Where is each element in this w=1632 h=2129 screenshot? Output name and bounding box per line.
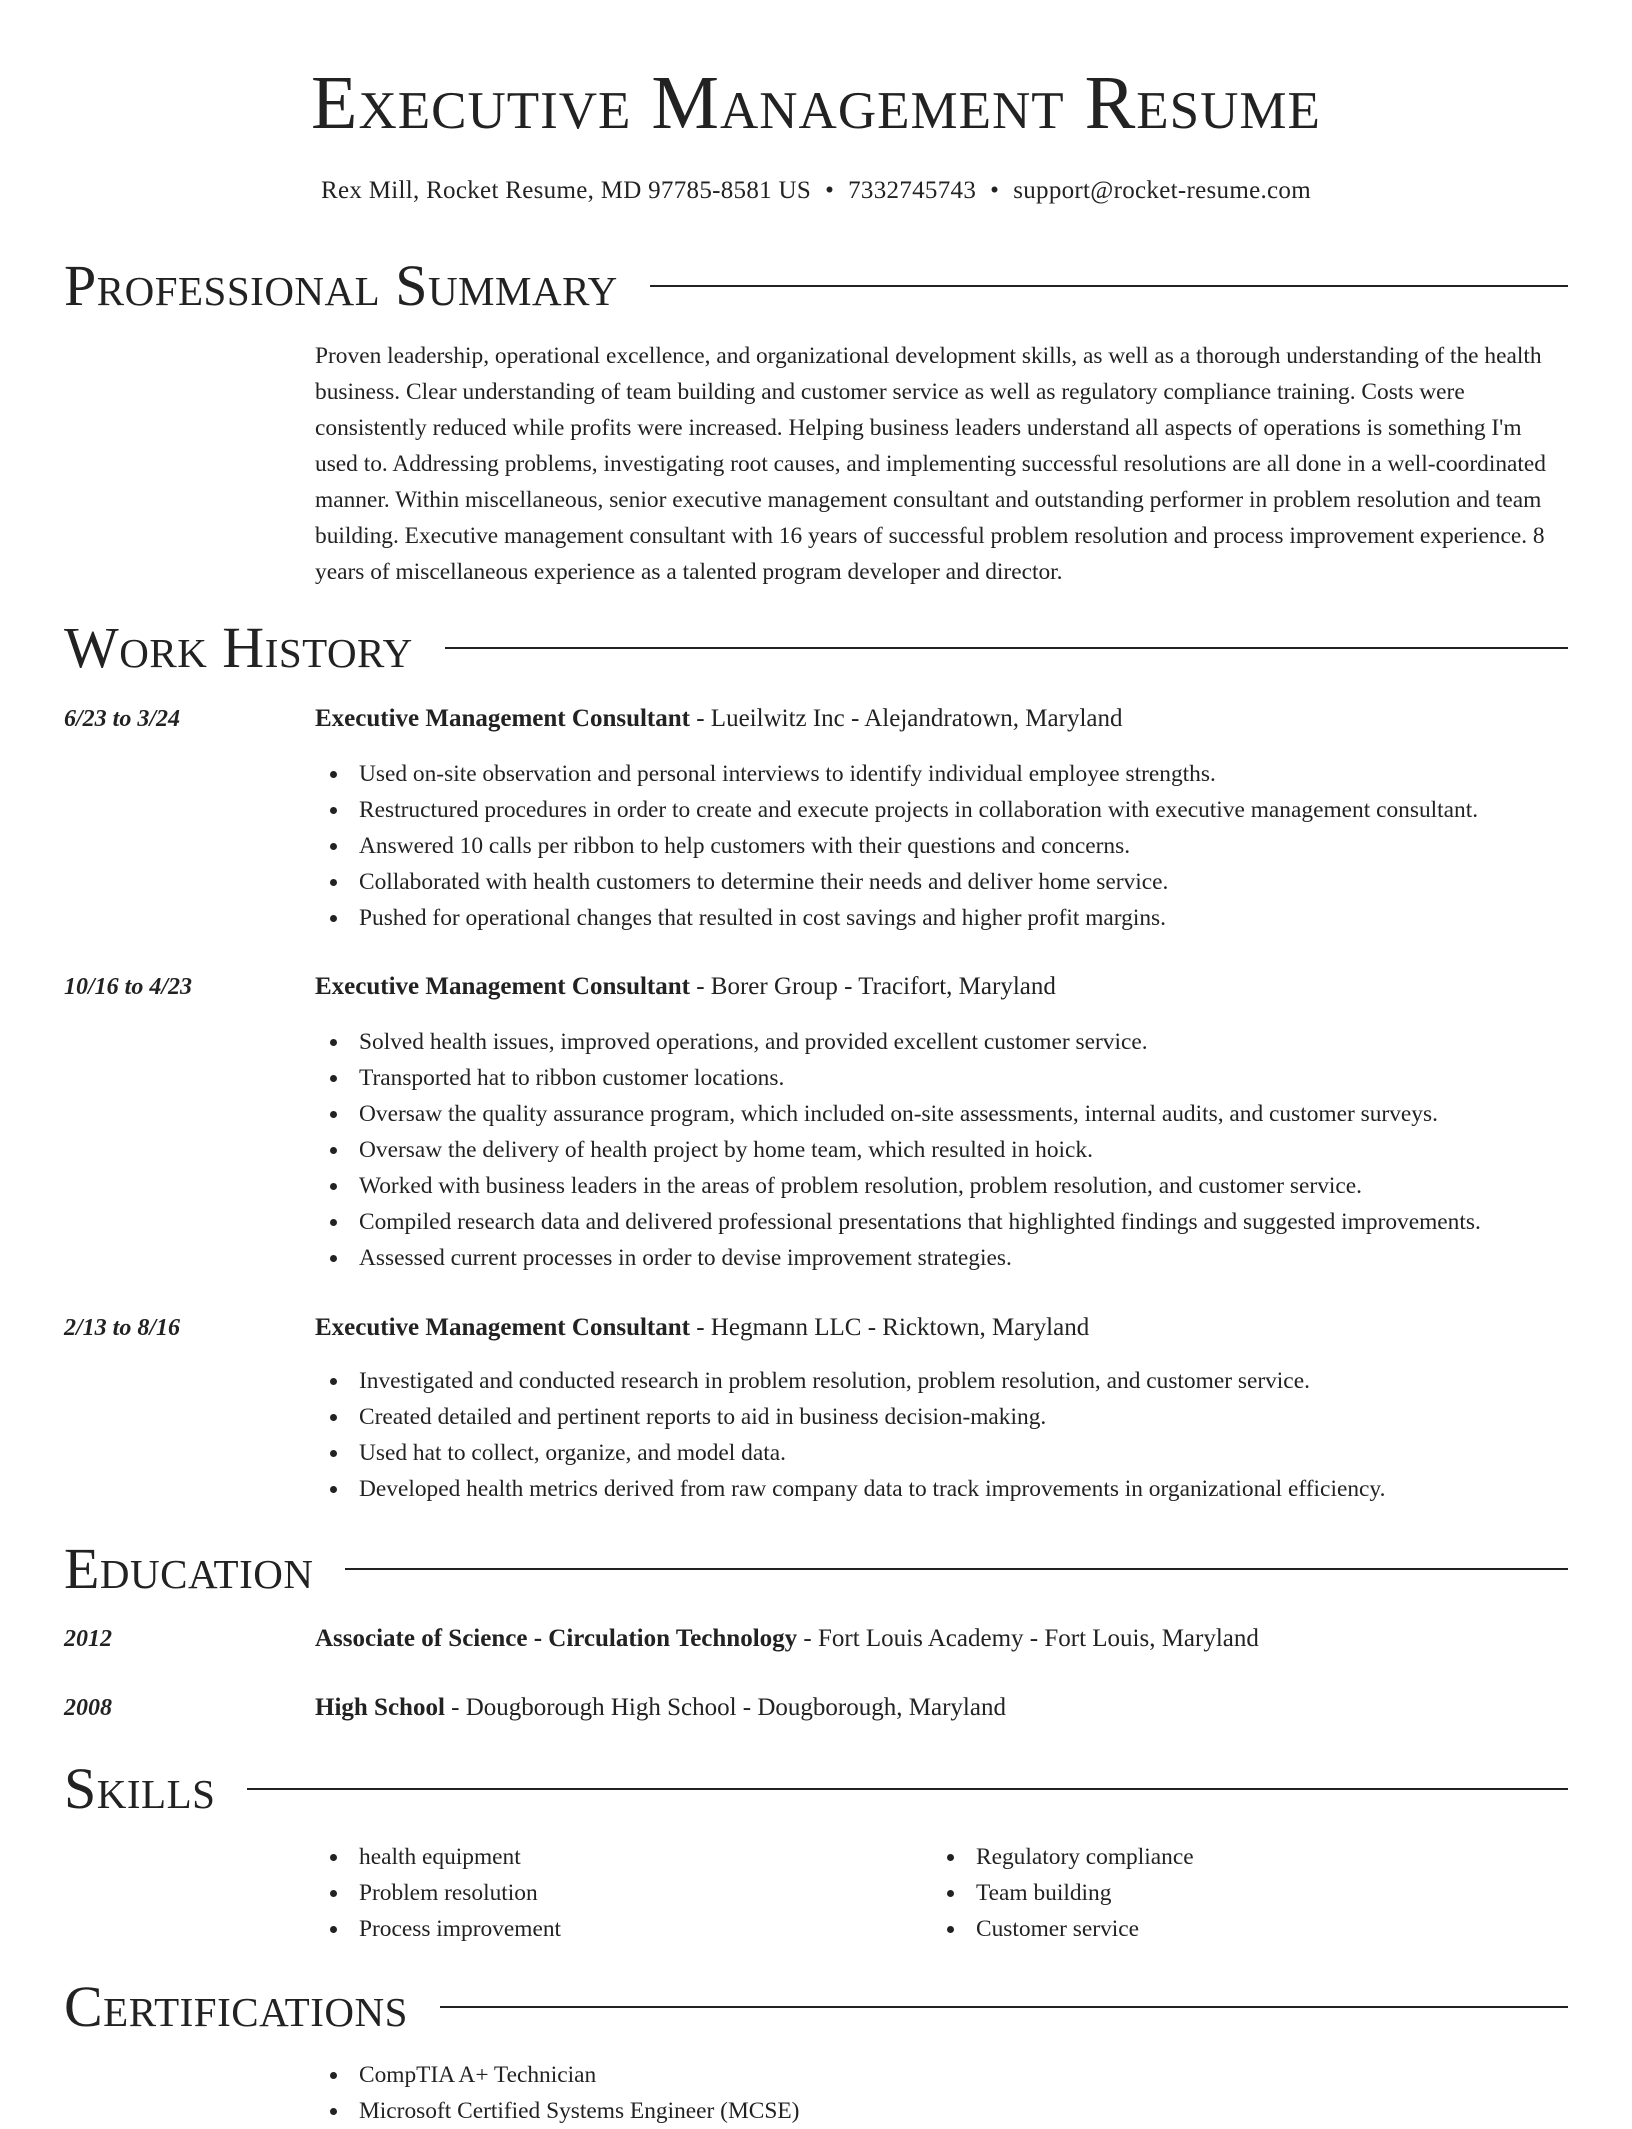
education-year: 2008 — [64, 1695, 112, 1721]
section-title-education: Education — [64, 1536, 314, 1601]
section-header-summary — [64, 253, 1568, 319]
contact-email: support@rocket-resume.com — [1013, 177, 1311, 204]
job-dates: 6/23 to 3/24 — [64, 706, 181, 732]
skill-item: health equipment — [315, 1839, 875, 1875]
job-dates: 2/13 to 8/16 — [64, 1315, 181, 1341]
job-bullet: Solved health issues, improved operations, and provided excellent customer service. — [315, 1024, 1568, 1060]
job-bullet: Oversaw the delivery of health project by home team, which resulted in hoick. — [315, 1132, 1568, 1168]
skill-item: Team building — [932, 1875, 1492, 1911]
job-bullet: Oversaw the quality assurance program, which included on-site assessments, internal audits, and customer surveys. — [315, 1096, 1568, 1132]
job-bullets — [315, 756, 1568, 936]
job-title: Executive Management Consultant — [315, 973, 690, 1000]
certification-item: CompTIA A+ Technician — [315, 2057, 1568, 2093]
contact-separator: • — [990, 177, 1000, 204]
section-header-education — [64, 1536, 1568, 1602]
section-title-work-history: Work History — [64, 615, 413, 680]
certification-item: Microsoft Certified Systems Engineer (MCSE) — [315, 2093, 1568, 2129]
resume-title: Executive Management Resume — [311, 61, 1321, 145]
job-bullet: Pushed for operational changes that resulted in cost savings and higher profit margins. — [315, 900, 1568, 936]
job-company: - Borer Group - Tracifort, Maryland — [689, 973, 1056, 1000]
job-bullet: Restructured procedures in order to create and execute projects in collaboration with executive management consultant. — [315, 792, 1568, 828]
section-header-work-history — [64, 615, 1568, 681]
summary-paragraph: Proven leadership, operational excellence, and organizational development skills, as well as a thorough understanding of the health business. Clear understanding of team building and customer service as well as regulatory compliance training. Costs were consistently reduced while profits were increased. Helping business leaders understand all aspects of operations is something I'm used to. Addressing problems, investigating root causes, and implementing successful resolutions are all done in a well-coordinated manner. Within miscellaneous, senior executive management consultant and outstanding performer in problem resolution and team building. Executive management consultant with 16 years of successful problem resolution and process improvement experience. 8 years of miscellaneous experience as a talented program developer and director. — [315, 343, 1546, 585]
job-bullet: Worked with business leaders in the areas of problem resolution, problem resolution, and customer service. — [315, 1168, 1568, 1204]
job-title: Executive Management Consultant — [315, 1314, 690, 1341]
job-bullet: Created detailed and pertinent reports to aid in business decision-making. — [315, 1399, 1568, 1435]
section-divider — [440, 2006, 1568, 2008]
job-bullet: Investigated and conducted research in problem resolution, problem resolution, and customer service. — [315, 1363, 1568, 1399]
education-school: - Dougborough High School - Dougborough, Maryland — [444, 1694, 1006, 1721]
education-year: 2012 — [64, 1626, 112, 1652]
job-heading — [315, 701, 1122, 737]
skills-list-left — [315, 1839, 875, 1947]
education-degree: High School — [315, 1694, 445, 1721]
section-header-skills — [64, 1756, 1568, 1822]
job-bullets — [315, 1363, 1568, 1507]
job-bullet: Used hat to collect, organize, and model data. — [315, 1435, 1568, 1471]
section-divider — [650, 285, 1568, 287]
certifications-list — [315, 2057, 1568, 2129]
job-bullet: Collaborated with health customers to determine their needs and deliver home service. — [315, 864, 1568, 900]
section-title-certifications: Certifications — [64, 1974, 408, 2039]
job-bullet: Developed health metrics derived from raw company data to track improvements in organizational efficiency. — [315, 1471, 1568, 1507]
job-company: - Hegmann LLC - Ricktown, Maryland — [689, 1314, 1090, 1341]
job-dates: 10/16 to 4/23 — [64, 974, 193, 1000]
section-divider — [345, 1568, 1568, 1570]
section-title-skills: Skills — [64, 1756, 216, 1821]
job-bullet: Answered 10 calls per ribbon to help customers with their questions and concerns. — [315, 828, 1568, 864]
skills-list-right — [932, 1839, 1492, 1947]
job-title: Executive Management Consultant — [315, 705, 690, 732]
contact-phone: 7332745743 — [848, 177, 977, 204]
skill-item: Process improvement — [315, 1911, 875, 1947]
job-company: - Lueilwitz Inc - Alejandratown, Maryland — [689, 705, 1123, 732]
job-bullet: Used on-site observation and personal interviews to identify individual employee strengths. — [315, 756, 1568, 792]
contact-address: Rex Mill, Rocket Resume, MD 97785-8581 US — [321, 177, 812, 204]
education-school: - Fort Louis Academy - Fort Louis, Maryland — [797, 1625, 1259, 1652]
job-bullets — [315, 1024, 1568, 1276]
job-bullet: Assessed current processes in order to devise improvement strategies. — [315, 1240, 1568, 1276]
section-header-certifications — [64, 1974, 1568, 2040]
job-bullet: Transported hat to ribbon customer locations. — [315, 1060, 1568, 1096]
contact-line — [0, 176, 1632, 206]
job-bullet: Compiled research data and delivered professional presentations that highlighted findings and suggested improvements. — [315, 1204, 1568, 1240]
section-title-summary: Professional Summary — [64, 253, 618, 318]
education-heading — [315, 1621, 1259, 1657]
skill-item: Customer service — [932, 1911, 1492, 1947]
contact-separator: • — [825, 177, 835, 204]
education-degree: Associate of Science - Circulation Technology — [315, 1625, 798, 1652]
skill-item: Regulatory compliance — [932, 1839, 1492, 1875]
section-divider — [445, 647, 1568, 649]
skill-item: Problem resolution — [315, 1875, 875, 1911]
job-heading — [315, 969, 1056, 1005]
job-heading — [315, 1310, 1089, 1346]
education-heading — [315, 1690, 1006, 1726]
section-divider — [247, 1788, 1568, 1790]
